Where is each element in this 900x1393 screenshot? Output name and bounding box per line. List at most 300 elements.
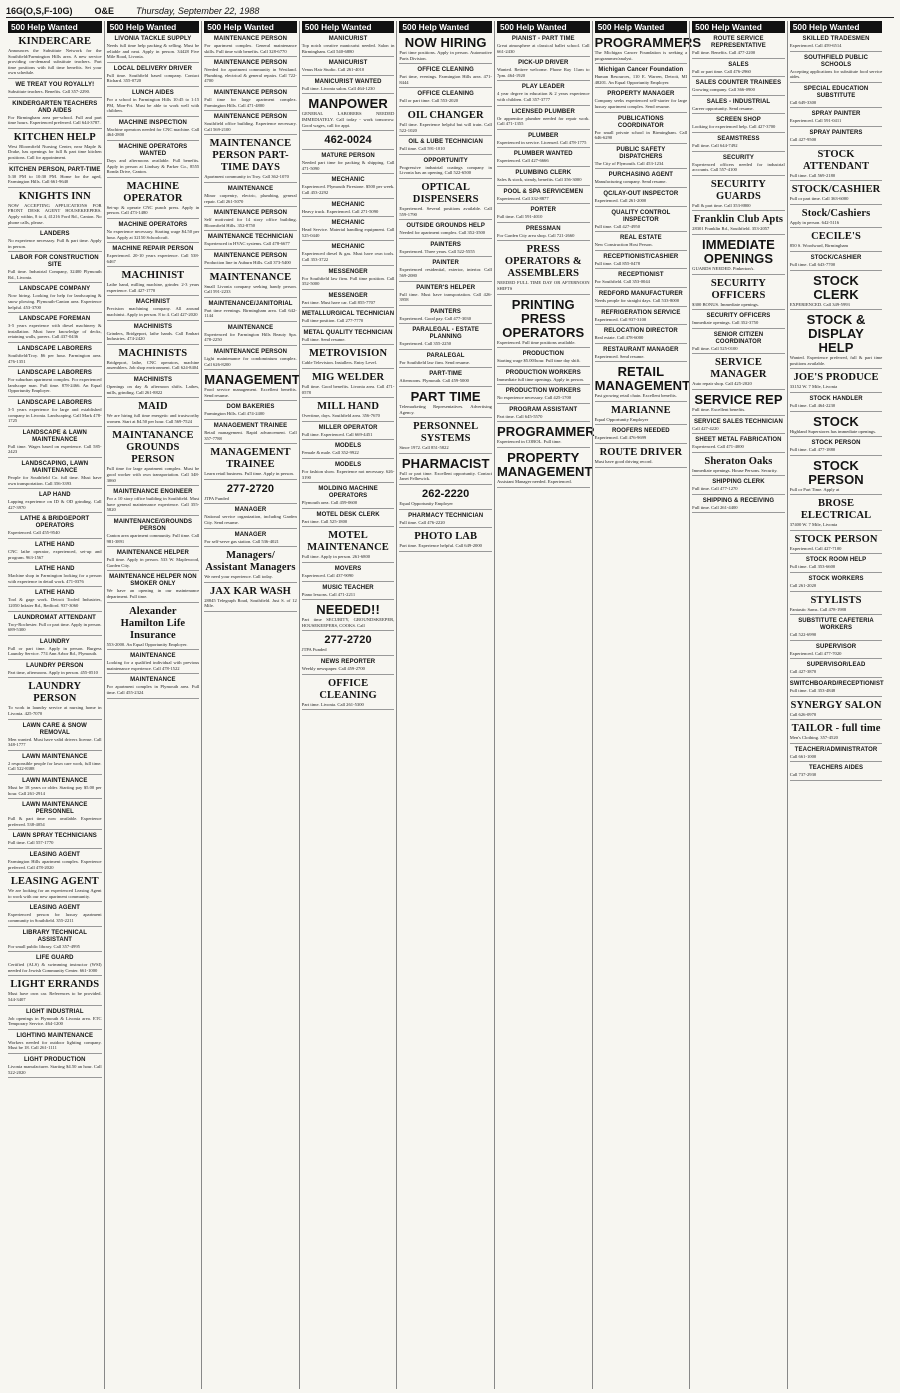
section-header: 500 Help Wanted [302, 21, 395, 33]
ad-title: PAINTER'S HELPER [416, 284, 476, 291]
ad-title: MACHINE OPERATORS WANTED [118, 143, 188, 157]
ad-title: METALLURGICAL TECHNICIAN [301, 311, 395, 318]
ad-body: Must have good driving record. [594, 459, 653, 465]
ad-title: METAL QUALITY TECHNICIAN [303, 329, 393, 336]
classified-ad [8, 166, 102, 188]
ad-title: STOCK HANDLER [809, 395, 863, 402]
classified-ad [107, 549, 200, 571]
classified-ad [692, 135, 785, 152]
ad-body: 553-2000. An Equal Opportunity Employer. [106, 641, 188, 647]
ad-body: Full time. Apply in person. 533 W. Maplewood, Garden City. [106, 557, 200, 568]
ad-body: We are looking for an experienced Leasing Agent to work with our new apartment community. [8, 888, 102, 899]
ad-body: Workers needed for outdoor lighting company. Must be 18. Call 261-1111 [8, 1039, 102, 1051]
classified-ad [399, 241, 492, 258]
ad-title: LANDSCAPE & LAWN MAINTENANCE [22, 429, 87, 443]
ad-title: NOW HIRING [404, 35, 487, 50]
ad-title: PUBLIC SAFETY DISPATCHERS [616, 146, 666, 160]
ad-title: 277-2720 [324, 634, 372, 647]
classified-ad [302, 461, 395, 483]
ad-body: EXPERIENCED. Call 349-5993 [789, 301, 850, 307]
ad-title: MODELS [334, 443, 362, 450]
ad-body: Call 261-2020 [789, 583, 817, 589]
classified-ad [8, 832, 102, 849]
classified-column [201, 21, 299, 1389]
ad-body: Southfield/Troy. $6 per hour. Farmington area. 476-1351 [8, 353, 102, 364]
classified-ad [399, 66, 492, 88]
ad-body: Head Service. Material handling equipment. Call 525-0440 [301, 227, 395, 238]
ad-body: Experienced. Call 437-9090 [301, 573, 354, 578]
ad-body: The Michigan Cancer Foundation is seeking a programmer/analyst. [594, 50, 688, 61]
classified-ad [790, 85, 883, 109]
ad-title: LIGHTING MAINTENANCE [16, 1032, 94, 1039]
classified-ad [790, 458, 883, 496]
ad-title: KINDERCARE [18, 36, 92, 47]
classified-ad [497, 350, 590, 367]
classified-ad [302, 78, 395, 95]
classified-ad [8, 589, 102, 611]
classified-ad [595, 290, 688, 307]
ad-title: SHIPPING & RECEIVING [702, 497, 775, 504]
ad-title: SHIPPING CLERK [712, 479, 765, 486]
ad-title: MAINTENANCE PERSON [213, 114, 288, 121]
classified-ad [204, 59, 297, 87]
classified-ad [8, 978, 102, 1005]
classified-ad [497, 169, 590, 186]
classified-ad [204, 89, 297, 111]
ad-title: OFFICE CLEANING [417, 67, 474, 74]
ad-body: Full time. Call 557-1770 [8, 840, 54, 846]
ad-body: Heavy truck. Experienced. Call 271-5090 [301, 208, 379, 214]
ad-body: Experienced in COBOL. Full time. [496, 439, 562, 445]
ad-body: Machine shop in Farmington looking for a person with experience in detail work. 471-0376 [8, 573, 102, 584]
classified-ad [302, 633, 395, 656]
ad-body: Full time. Apply in person. 261-6800 [301, 554, 371, 560]
ad-body: Real estate. Call 478-6000 [594, 335, 644, 341]
ad-title: SERVICE MANAGER [710, 357, 767, 381]
ad-body: Days and afternoons available. Full benefits. Apply in person at Lindsay & Parker Co., 8555 Ronda Drive, Canton. [106, 157, 200, 175]
classified-ad [790, 746, 883, 763]
ad-title: MOTEL DESK CLERK [316, 511, 380, 518]
ad-body: National service organization, including Garden City. Send resume. [204, 514, 297, 525]
ad-title: MATURE PERSON [321, 153, 375, 160]
classified-ad [204, 348, 297, 370]
ad-title: STOCK WORKERS [808, 576, 864, 583]
classified-ad [790, 556, 883, 573]
ad-body: Full time. Experience helpful but will train. Call 522-1020 [399, 121, 492, 133]
ad-title: MAINTANANCE GROUNDS PERSON [112, 430, 194, 466]
ad-title: MACHINE REPAIR PERSON [112, 246, 194, 253]
ad-body: Full time. Call 855-0478 [594, 260, 640, 266]
ad-body: Must be 18 years or older. Starting pay $5.00 per hour. Call 261-2914 [8, 785, 102, 796]
classified-ad [8, 1032, 102, 1054]
ad-body: People for Southfield Co. full time. Must have own transportation. Call 356-3393 [8, 474, 102, 486]
ad-title: MESSENGER [328, 292, 368, 299]
ad-title: SCREEN SHOP [716, 117, 761, 124]
classified-column [592, 21, 702, 1389]
ad-body: Great atmosphere at classical ballet school. Call 661-2430 [496, 43, 590, 54]
section-name: O&E [94, 5, 115, 16]
ad-title: MESSENGER [328, 268, 368, 275]
ad-body: Part time. Call 525-1800 [301, 518, 348, 524]
ad-body: Call 649-3300 [789, 99, 817, 105]
classified-ad [107, 65, 200, 87]
classified-ad [204, 422, 297, 444]
ad-body: Experienced. Call 427-7100 [789, 545, 842, 551]
ad-title: REDFORD MANUFACTURER [598, 290, 683, 297]
ad-title: MANICURIST WANTED [314, 78, 382, 85]
classified-ad [302, 152, 395, 174]
classified-ad [302, 511, 395, 528]
ad-body: To work in laundry service at nursing home in Livonia. 425-7070 [8, 705, 102, 717]
classified-ad [8, 1056, 102, 1078]
ad-body: Full time. Call 477-1270 [692, 486, 738, 492]
ad-title: STOCK ROOM HELP [805, 557, 867, 564]
ad-body: For self-serve gas station. Call 536-4021 [204, 538, 279, 544]
ad-title: LIVONIA TACKLE SUPPLY [114, 36, 192, 42]
ad-body: Experienced. Call 332-8877 [496, 195, 549, 201]
ad-title: LAP HAND [38, 492, 71, 499]
ad-body: Full time. Call 591-1010 [399, 146, 445, 152]
ad-body: For small private school in Birmingham. Call 646-6290 [594, 129, 688, 141]
classified-ad [790, 110, 883, 127]
classified-ad [692, 35, 785, 59]
ad-body: Farmington Hills apartment complex. Experience preferred. Call 478-2020 [8, 859, 102, 870]
ad-body: No experience necessary. Starting wage $4.50 per hour. Apply at 32150 Schoolcraft. [106, 228, 200, 240]
ad-title: STOCK & DISPLAY HELP [806, 312, 866, 356]
classified-ad [497, 243, 590, 294]
ad-title: METROVISION [309, 348, 388, 360]
classified-ad [204, 324, 297, 346]
ad-body: West Bloomfield Nursing Center, near Maple & Drake, has openings for full & part time kitchen positions. Call for appointment. [8, 143, 102, 160]
ad-body: Full time. Wages based on experience. Call 585-2423 [8, 443, 102, 455]
classified-ad [204, 35, 297, 57]
ad-body: Full time. Livonia salon. Call 464-1230 [301, 85, 375, 91]
ad-title: KITCHEN HELP [13, 131, 96, 143]
classified-ad [790, 254, 883, 271]
classified-ad [692, 418, 785, 435]
ad-title: 262-2220 [422, 488, 470, 501]
classified-ad [790, 395, 883, 412]
ad-title: NEWS REPORTER [320, 658, 376, 665]
ad-title: SECURITY [722, 154, 755, 161]
section-header: 500 Help Wanted [497, 21, 590, 33]
classified-ad [204, 482, 297, 505]
classified-ad [204, 403, 297, 420]
ad-title: Stock/Cashiers [801, 207, 871, 219]
classified-ad [107, 298, 200, 320]
ad-body: Full time. Call 427-4950 [594, 223, 640, 229]
ad-title: PRODUCTION WORKERS [505, 388, 581, 395]
ad-body: No experience necessary. Full & part time. Apply in person. [8, 238, 102, 249]
ad-body: Call 522-6990 [789, 632, 817, 638]
classified-ad [595, 115, 688, 144]
classified-ad [497, 206, 590, 223]
classified-ad [399, 512, 492, 529]
ad-body: Full time. Call 353-4848 [789, 688, 836, 694]
classified-ad [790, 35, 883, 52]
classified-ad [595, 346, 688, 363]
ad-title: PROPERTY MANAGEMENT [496, 450, 593, 480]
ad-body: Experienced. 20-10 years experience. Call 538-6467 [106, 253, 200, 264]
ad-body: Call 661-1000 [789, 753, 817, 759]
ad-title: MAINTENANCE [130, 653, 176, 660]
ad-body: Call 427-9500 [789, 136, 817, 142]
ad-title: REAL ESTATE [619, 235, 662, 242]
ad-title: SENIOR CITIZEN COORDINATOR [713, 331, 764, 345]
ad-title: MACHINISTS [133, 323, 173, 330]
ad-title: MANPOWER [308, 96, 388, 112]
section-header: 500 Help Wanted [399, 21, 492, 33]
ad-title: PAINTERS [430, 241, 462, 248]
classified-ad [8, 35, 102, 79]
ad-title: PRINTING PRESS OPERATORS [502, 296, 585, 340]
ad-title: SHEET METAL FABRICATION [695, 437, 782, 444]
ad-title: RELOCATION DIRECTOR [603, 328, 678, 335]
classified-ad [399, 420, 492, 454]
classified-ad [302, 371, 395, 398]
ad-title: SECURITY OFFICERS [710, 277, 766, 301]
ad-title: STYLISTS [810, 594, 862, 606]
ad-title: WE TREAT YOU ROYALLY! [15, 81, 95, 88]
ad-title: MAINTENANCE [227, 324, 274, 331]
ad-title: MAINTENANCE PERSON [213, 252, 288, 259]
section-header: 500 Help Wanted [595, 21, 688, 33]
ad-title: PARALEGAL - ESTATE PLANNING [412, 327, 480, 341]
ad-body: Part time. Experience helpful. Call 649-2000 [399, 543, 482, 549]
ad-title: LABOR FOR CONSTRUCTION SITE [10, 255, 99, 269]
ad-body: Experienced for Farmington Hills Beauty Spa. 478-2250 [204, 331, 297, 343]
ad-title: RECEPTIONIST [618, 272, 664, 279]
ad-body: Full or part time. Call 476-2960 [692, 68, 751, 74]
ad-title: PRODUCTION WORKERS [505, 369, 581, 376]
issue-date: Thursday, September 22, 1988 [136, 5, 260, 16]
classified-ad [595, 427, 688, 444]
ad-title: LAUNDRY PERSON [28, 681, 82, 705]
classified-ad [595, 404, 688, 426]
ad-body: 3-5 years experience with diesel machinery & installation. Must have knowledge of decks, retaining walls, pavers. Call 437-0436 [8, 323, 102, 340]
ad-body: Full time. Call 477-1880 [789, 447, 836, 453]
classified-ad [595, 66, 688, 88]
ad-title: PART-TIME [429, 371, 463, 378]
ad-body: Full or part time. Excellent opportunity. Contact Janet Felhewick. [399, 470, 492, 482]
ad-title: LAWN MAINTENANCE [22, 778, 88, 785]
ad-title: STOCK/CASHIER [810, 254, 862, 261]
ad-title: PROPERTY MANAGER [607, 91, 675, 98]
classified-ad [399, 222, 492, 239]
ad-body: Fantastic Sams. Call 478-1988 [789, 606, 847, 612]
ad-body: Minor carpentry, electric, plumbing, general repair. Call 261-5070 [204, 192, 297, 204]
ad-title: Sheraton Oaks [704, 455, 773, 467]
ad-title: MAINTENANCE [227, 185, 274, 192]
ad-body: Company seeks experienced self-starter for large luxury apartment complex. Send resume. [594, 98, 688, 109]
classified-ad [595, 171, 688, 188]
classified-ad [302, 96, 395, 131]
ad-body: Self motivated for 14 story office building. Bloomfield Hills. 352-8750 [204, 217, 297, 228]
ad-title: MODELS [334, 462, 362, 469]
ad-title: LIBRARY TECHNICAL ASSISTANT [22, 929, 87, 943]
ad-title: PRESSMAN [525, 225, 561, 232]
ad-body: Part time, evenings. Farmington Hills area. 471-8444 [399, 74, 492, 85]
ad-body: Part time, afternoons. Apply in person. 455-0510 [8, 669, 98, 675]
classified-ad [204, 137, 297, 183]
classified-ad [107, 89, 200, 117]
ad-body: Experienced in HVAC systems. Call 478-6677 [204, 241, 290, 247]
classified-ad [302, 59, 395, 76]
classified-ad [302, 243, 395, 265]
ad-body: Career opportunity. Send resume. [692, 105, 754, 111]
ad-body: Part time positions. Apply in person. Automotive Parts Division. [399, 50, 492, 61]
ad-title: SALES COUNTER TRAINEES [695, 80, 782, 87]
classified-ad [302, 424, 395, 441]
ad-title: SYNERGY SALON [790, 699, 882, 711]
ad-title: SPRAY PAINTERS [809, 129, 863, 136]
classified-ad [595, 90, 688, 112]
ad-title: CECILE'S [811, 231, 861, 243]
classified-ad [302, 584, 395, 601]
section-header: 500 Help Wanted [790, 21, 883, 33]
classified-ad [790, 533, 883, 555]
ad-title: MAINTENANCE PERSON [213, 349, 288, 356]
ad-body: Full & part time. Call 353-8800 [692, 202, 751, 208]
classified-columns [6, 21, 894, 1389]
classified-ad [790, 497, 883, 531]
classified-ad [107, 143, 200, 178]
ad-title: MAINTENANCE HELPER NON SMOKER ONLY [109, 574, 197, 588]
ad-body: Immediate openings. Call 352-3750 [692, 320, 759, 326]
ad-title: MUSIC TEACHER [322, 584, 374, 591]
ad-body: Tool & gage work. Detroit Tooled Industries, 12050 Inkster Rd., Redford. 937-3060 [8, 597, 102, 608]
ad-title: MANAGEMENT TRAINEE [213, 423, 288, 430]
classified-ad [107, 429, 200, 486]
ad-title: LATHE HAND [35, 590, 75, 597]
ad-body: For a 10 story office building in Southfield. Must have general maintenance experience. Call 355-5820 [106, 496, 200, 513]
ad-title: PLUMBER [528, 132, 559, 139]
classified-ad [790, 594, 883, 616]
classified-ad [595, 209, 688, 233]
ad-title: PICK-UP DRIVER [518, 60, 569, 67]
classified-ad [595, 146, 688, 170]
ad-body: Experienced. Three years. Call 522-5555 [399, 248, 475, 254]
ad-title: STOCK/CASHIER [791, 184, 881, 196]
ad-body: Call 427-4220 [692, 425, 719, 431]
ad-body: The City of Plymouth. Call 453-1234 [594, 160, 664, 166]
ad-title: LAUNDRY [39, 638, 70, 645]
ad-body: 2 responsible people for lawn care work, full time. Call 522-8388 [8, 760, 102, 772]
ad-body: Full time. Call 591-4010 [496, 214, 543, 220]
ad-title: LUNCH AIDES [131, 89, 174, 96]
ad-title: LIGHT ERRANDS [10, 979, 100, 991]
ad-body: Full time. Call 261-4400 [692, 504, 738, 510]
classified-ad [302, 658, 395, 675]
classified-ad [107, 269, 200, 296]
ad-title: MACHINE OPERATORS [118, 221, 188, 228]
classified-ad [302, 329, 395, 346]
ad-title: MECHANIC [331, 177, 365, 184]
ad-body: Experienced. Call 476-9699 [594, 435, 647, 441]
ad-body: Experienced. Call 937-3100 [594, 316, 647, 322]
ad-body: Plymouth area. Call 459-0600 [301, 500, 358, 506]
classified-ad [497, 387, 590, 404]
ad-title: SALES [728, 61, 749, 68]
ad-body: Looking for experienced help. Call 427-3700 [692, 124, 776, 130]
classified-ad [8, 429, 102, 458]
classified-ad [302, 565, 395, 582]
classified-ad [497, 225, 590, 242]
classified-ad [692, 116, 785, 133]
classified-ad [497, 132, 590, 149]
ad-title: SPECIAL EDUCATION SUBSTITUTE [803, 85, 869, 99]
ad-title: MAINTENANCE TECHNICIAN [207, 234, 294, 241]
classified-ad [8, 399, 102, 427]
classified-ad [399, 487, 492, 510]
ad-body: $300 BONUS. Immediate openings. [692, 301, 759, 307]
classified-ad [204, 233, 297, 250]
classified-column [787, 21, 885, 1389]
classified-ad [595, 446, 688, 468]
ad-body: Part time. Must have car. Call 855-7707 [301, 299, 376, 305]
ad-title: LANDSCAPE LABORERS [17, 346, 93, 353]
ad-body: Immediate openings. House Persons. Security. [692, 467, 778, 473]
classified-ad [204, 531, 297, 548]
ad-title: OIL CHANGER [407, 109, 484, 121]
classified-ad [399, 352, 492, 369]
classified-ad [692, 497, 785, 514]
classified-ad [692, 331, 785, 355]
classified-ad [399, 109, 492, 136]
ad-body: Set-up & operate CNC punch press. Apply in person. Call 473-1480 [106, 204, 200, 216]
classified-ad [302, 35, 395, 57]
ad-body: CNC lathe operator, experienced, set-up and program. 963-1567 [8, 548, 102, 560]
ad-body: Growing company. Call 366-0900 [692, 87, 755, 93]
ad-title: MECHANIC [331, 201, 365, 208]
ad-body: Full time. Benefits. Call 477-2200 [692, 50, 756, 55]
ad-body: Experienced. Call 477-7020 [789, 650, 842, 656]
ad-body: Needed for apartment community in Westland. Plumbing, electrical & general repairs. Call 722-4700 [204, 67, 297, 84]
classified-ad [8, 254, 102, 283]
classified-ad [302, 485, 395, 509]
ad-title: MAINTENANCE/JANITORIAL [208, 300, 293, 307]
classified-ad [790, 439, 883, 456]
ad-title: 277-2720 [226, 482, 275, 495]
ad-title: PLUMBING CLERK [515, 169, 572, 176]
ad-title: PLUMBER WANTED [513, 151, 573, 158]
ad-body: Full time. Experienced. Call 669-4451 [301, 431, 373, 437]
ad-body: Auto repair shop. Call 425-2020 [692, 381, 752, 387]
classified-column [104, 21, 202, 1389]
ad-title: QC/LAY-OUT INSPECTOR [603, 190, 679, 197]
classified-ad [692, 392, 785, 416]
classified-ad [107, 221, 200, 243]
ad-body: Substitute teachers. Benefits. Call 357-2290. [8, 88, 91, 94]
ad-title: MAINTENANCE [209, 271, 292, 283]
ad-body: Men wanted. Must have valid drivers license. Call 348-1777 [8, 736, 102, 748]
ad-body: Full time. Call 643-7700 [789, 261, 836, 267]
classified-ad [399, 389, 492, 418]
ad-title: OUTSIDE GROUNDS HELP [406, 223, 486, 230]
classified-ad [399, 90, 492, 107]
ad-title: PORTER [530, 207, 557, 214]
ad-title: PLAY LEADER [521, 84, 565, 91]
ad-title: MAINTENANCE/GROUNDS PERSON [113, 518, 193, 532]
ad-title: POOL & SPA SERVICEMEN [503, 188, 584, 195]
ad-title: SKILLED TRADESMEN [802, 36, 870, 42]
classified-ad [302, 292, 395, 309]
ad-body: Southfield office building. Experience necessary. Call 569-2100 [204, 121, 297, 132]
ad-body: Full time. Must have transportation. Call 426-3958 [399, 291, 492, 303]
classified-column [396, 21, 494, 1389]
ad-title: PURCHASING AGENT [608, 172, 674, 179]
classified-ad [8, 929, 102, 953]
